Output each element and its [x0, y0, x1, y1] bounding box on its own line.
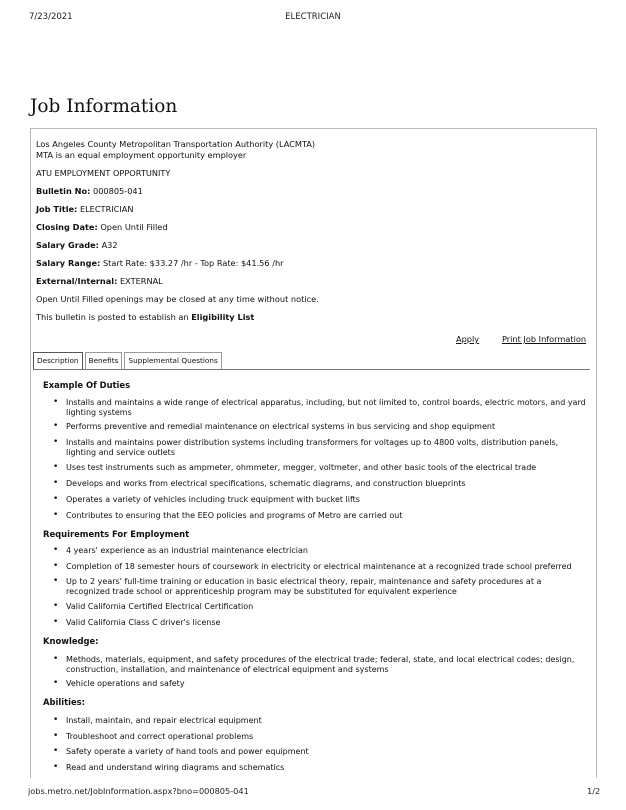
bulletin-number-row	[36, 186, 143, 196]
bulletin-value: 000805-041	[93, 186, 143, 196]
eligibility-statement	[36, 312, 254, 322]
list-item: • Up to 2 years' full-time training or education in basic electrical theory, repair, maintenance and safety procedures at a recognized trade school or apprenticeship program may be substituted for equivalent experience	[53, 575, 542, 596]
eligibility-prefix: This bulletin is posted to establish an	[36, 312, 189, 322]
list-item: • Uses test instruments such as ampmeter, ohmmeter, megger, voltmeter, and other basic tools of the electrical trade	[53, 461, 537, 472]
print-header-title: ELECTRICIAN	[285, 12, 341, 22]
list-item: • Operates a variety of vehicles including truck equipment with bucket lifts	[53, 493, 360, 504]
salary-range-label: Salary Range:	[36, 258, 101, 268]
list-item: • Install, maintain, and repair electrical equipment	[53, 714, 262, 725]
section-heading-knowledge: Knowledge:	[43, 636, 99, 646]
list-item: • Read and understand wiring diagrams and schematics	[53, 761, 285, 772]
closing-notice: Open Until Filled openings may be closed at any time without notice.	[36, 294, 319, 304]
list-item: • Installs and maintains power distribution systems including transformers for voltages up to 4800 volts, distribution panels, lighting and service outlets	[53, 436, 559, 457]
section-heading-duties: Example Of Duties	[43, 380, 131, 390]
eeo-statement: MTA is an equal employment opportunity employer	[36, 150, 247, 160]
list-item: • Valid California Certified Electrical Certification	[53, 600, 254, 611]
page-title: Job Information	[30, 96, 178, 117]
agency-name: Los Angeles County Metropolitan Transportation Authority (LACMTA)	[36, 139, 316, 149]
tab-benefits[interactable]: Benefits	[85, 352, 123, 369]
section-heading-requirements: Requirements For Employment	[43, 529, 190, 539]
closing-date-row	[36, 222, 168, 232]
external-internal-value: EXTERNAL	[119, 276, 163, 286]
tab-supplemental-questions[interactable]: Supplemental Questions	[124, 352, 221, 369]
external-internal-row	[36, 276, 163, 286]
list-item: • Contributes to ensuring that the EEO policies and programs of Metro are carried out	[53, 509, 403, 520]
list-item: • 4 years' experience as an industrial maintenance electrician	[53, 544, 308, 555]
list-item: • Vehicle operations and safety	[53, 677, 185, 688]
list-item: • Troubleshoot and correct operational problems	[53, 730, 254, 741]
eligibility-list-label: Eligibility List	[191, 312, 255, 322]
closing-date-value: Open Until Filled	[100, 222, 168, 232]
list-item: • Performs preventive and remedial maintenance on electrical systems in bus servicing and shop equipment	[53, 420, 496, 431]
salary-grade-value: A32	[101, 240, 118, 250]
print-date: 7/23/2021	[29, 12, 73, 22]
salary-grade-row	[36, 240, 118, 250]
job-title-value: ELECTRICIAN	[79, 204, 134, 214]
list-item: • Installs and maintains a wide range of electrical apparatus, including, but not limited to, control boards, electric motors, and yard lighting systems	[53, 396, 586, 417]
job-tabs	[33, 352, 224, 369]
list-item: • Methods, materials, equipment, and safety procedures of the electrical trade; federal, state, and local electrical codes; design, construction, installation, and maintenance of electrical equipment and systems	[53, 653, 575, 674]
salary-range-row	[36, 258, 284, 268]
job-title-label: Job Title:	[36, 204, 78, 214]
section-heading-abilities: Abilities:	[43, 697, 85, 707]
external-internal-label: External/Internal:	[36, 276, 118, 286]
employment-category: ATU EMPLOYMENT OPPORTUNITY	[36, 168, 171, 178]
salary-range-value: Start Rate: $33.27 /hr - Top Rate: $41.56 /hr	[102, 258, 284, 268]
job-title-row	[36, 204, 134, 214]
list-item: • Safety operate a variety of hand tools and power equipment	[53, 745, 309, 756]
list-item: • Develops and works from electrical specifications, schematic diagrams, and construction blueprints	[53, 477, 466, 488]
tab-divider	[33, 369, 590, 370]
print-footer-url: jobs.metro.net/JobInformation.aspx?bno=000805-041	[28, 786, 249, 796]
apply-link[interactable]: Apply	[456, 334, 480, 344]
list-item: • Valid California Class C driver's license	[53, 616, 221, 627]
salary-grade-label: Salary Grade:	[36, 240, 99, 250]
list-item: • Completion of 18 semester hours of coursework in electricity or electrical maintenance at a recognized trade school preferred	[53, 560, 572, 571]
tab-description[interactable]: Description	[33, 352, 83, 369]
closing-date-label: Closing Date:	[36, 222, 98, 232]
print-job-information-link[interactable]: Print Job Information	[502, 334, 587, 344]
bulletin-label: Bulletin No:	[36, 186, 91, 196]
print-footer-page: 1/2	[587, 786, 601, 796]
